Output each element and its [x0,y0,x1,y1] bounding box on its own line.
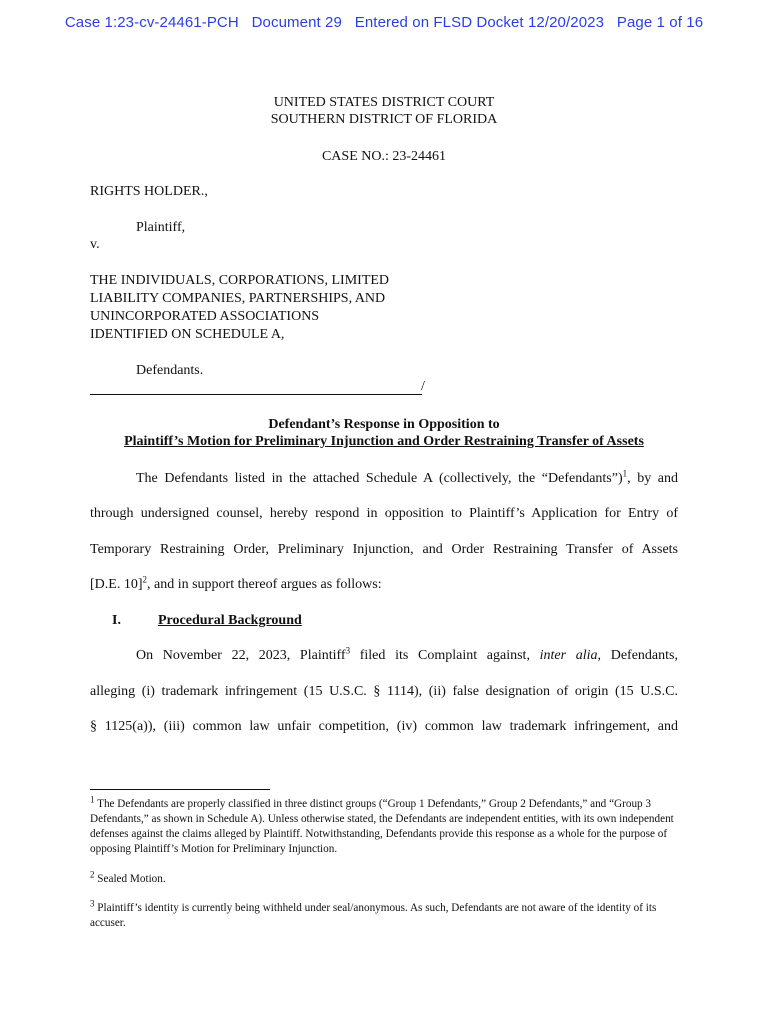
document-title: Defendant’s Response in Opposition to [268,417,500,432]
defendants-line: IDENTIFIED ON SCHEDULE A, [90,327,285,342]
header-document: Document 29 [251,14,342,31]
plaintiff-name: RIGHTS HOLDER., [90,184,208,199]
footnote-number: 1 [90,794,95,805]
footnote-ref-3[interactable]: 3 [345,645,351,656]
intro-line-2: through undersigned counsel, hereby respond in opposition to Plaintiff’s Application for Entry of [90,506,678,521]
footnote-1 [90,794,680,857]
defendants-line: UNINCORPORATED ASSOCIATIONS [90,309,320,324]
section-number: I. [112,613,121,628]
caption-rule [90,394,422,395]
background-line-1 [90,647,678,664]
footnote-separator [90,789,270,790]
header-case: Case 1:23-cv-24461-PCH [64,14,239,31]
intro-text: , by and [627,471,678,486]
footnote-text: Sealed Motion. [97,873,166,885]
court-name: UNITED STATES DISTRICT COURT [273,95,495,110]
section-heading: Procedural Background [158,613,302,628]
footnote-number: 3 [90,898,95,909]
intro-line-3: Temporary Restraining Order, Preliminary Injunction, and Order Restraining Transfer of Assets [90,542,678,557]
footnote-text: The Defendants are properly classified in three distinct groups (“Group 1 Defendants,” Group 2 Defendants,” and “Group 3 Defendants,” as shown in Schedule A). Unless otherwise stated, the Defendants are independent entities, with its own independent defenses against the claims alleged by Plaintiff. Notwithstanding, Defendants provide this response as a whole for the purpose of opposing Plaintiff’s Motion for Preliminary Injunction. [90,798,674,855]
intro-text: , and in support thereof argues as follows: [147,577,382,592]
footnote-number: 2 [90,869,95,880]
footnote-text: Plaintiff’s identity is currently being withheld under seal/anonymous. As such, Defendants are not aware of the identity of its accuser. [90,902,657,929]
background-text: On November 22, 2023, Plaintiff [136,648,346,663]
defendants-role: Defendants. [136,363,204,378]
background-line-3: § 1125(a)), (iii) common law unfair competition, (iv) common law trademark infringement, and [90,719,678,734]
header-page: Page 1 of 16 [616,14,704,31]
docket-header [0,14,768,31]
background-line-2: alleging (i) trademark infringement (15 U.S.C. § 1114), (ii) false designation of origin (15 U.S.C. [90,684,678,699]
intro-text: [D.E. 10] [90,577,143,592]
case-number: CASE NO.: 23-24461 [321,149,447,164]
document-subtitle: Plaintiff’s Motion for Preliminary Injunction and Order Restraining Transfer of Assets [124,434,644,449]
header-entered: Entered on FLSD Docket 12/20/2023 [354,14,605,31]
footnote-2 [90,869,680,887]
footnote-3 [90,898,680,931]
intro-line-4 [90,576,678,593]
plaintiff-role: Plaintiff, [136,220,186,235]
intro-line-1 [90,470,678,487]
background-text: , Defendants, [597,648,678,663]
background-italic: inter alia [539,648,598,663]
background-text: filed its Complaint against, [350,648,540,663]
versus: v. [90,237,100,252]
intro-text: The Defendants listed in the attached Schedule A (collectively, the “Defendants”) [136,471,623,486]
footnote-ref-1[interactable]: 1 [622,468,628,479]
footnote-ref-2[interactable]: 2 [142,574,147,585]
caption-slash: / [421,379,425,394]
defendants-line: LIABILITY COMPANIES, PARTNERSHIPS, AND [90,291,386,306]
court-district: SOUTHERN DISTRICT OF FLORIDA [270,112,498,127]
defendants-line: THE INDIVIDUALS, CORPORATIONS, LIMITED [90,273,390,288]
